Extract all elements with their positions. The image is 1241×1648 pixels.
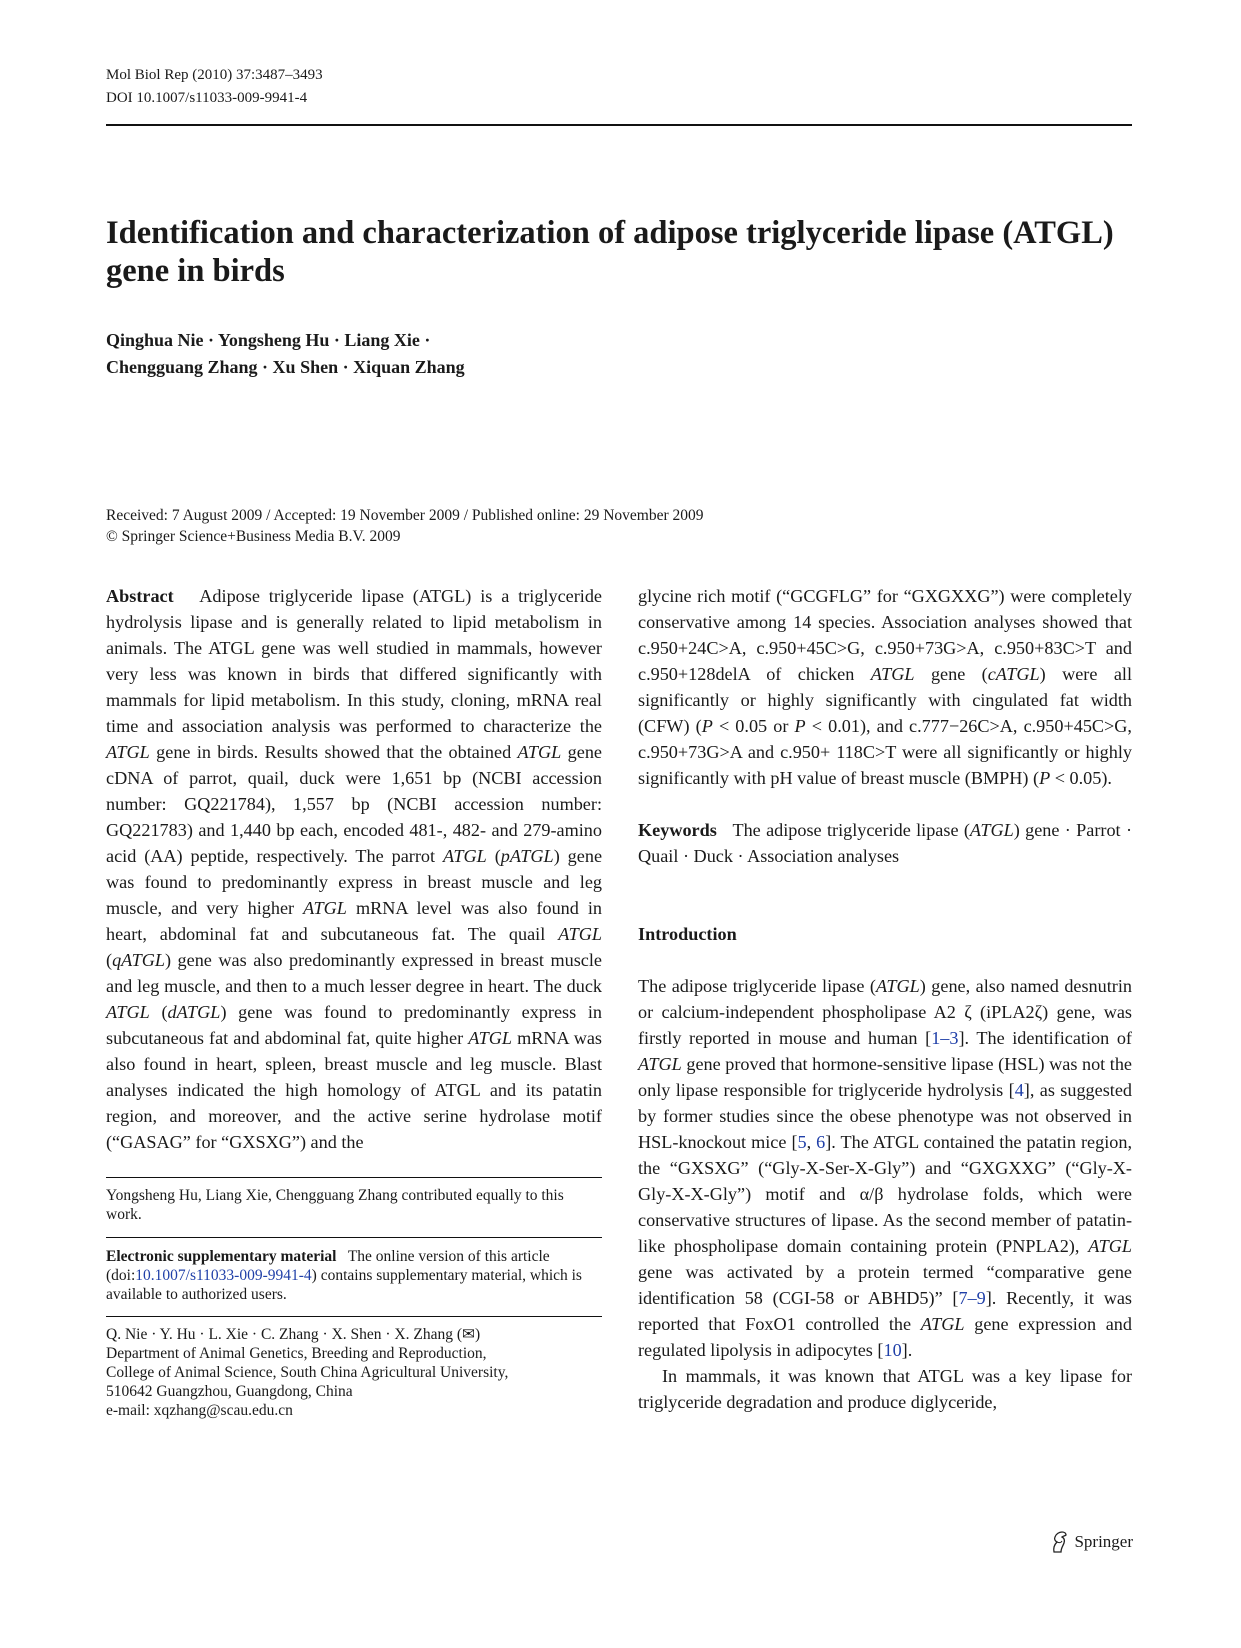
abstract-text: < 0.01), and c.777−26C>A, c.950+45C>G, c.950+73G>A and c.950+ 118C>T were all significantly or highly significantly with pH value of breast muscle (BMPH) ( (638, 716, 1132, 788)
right-column (638, 583, 1132, 1415)
springer-horse-icon (1050, 1531, 1068, 1553)
intro-text: gene expression and regulated lipolysis in adipocytes [ (638, 1314, 1132, 1360)
gene-name: ATGL (1088, 1236, 1132, 1256)
author-list (106, 327, 906, 381)
gene-name: ATGL (969, 820, 1014, 840)
affiliation-note (106, 1325, 602, 1420)
gene-name: pATGL (500, 846, 554, 866)
gene-name: ATGL (870, 664, 915, 684)
abstract-text: gene in birds. Results showed that the obtained (149, 742, 518, 762)
intro-text: gene was activated by a protein termed “comparative gene identification 58 (CGI-58 or ABHD5)” [ (638, 1262, 1132, 1308)
abstract-text: ) gene was also predominantly expressed in breast muscle and leg muscle, and then to a much lesser degree in heart. The duck (106, 950, 602, 996)
gene-name: ATGL (920, 1314, 965, 1334)
citation-link[interactable]: 5 (797, 1132, 807, 1152)
publisher-logo (1050, 1531, 1133, 1553)
abstract-text: ) gene was found to predominantly express in breast muscle and leg muscle, and very higher (106, 846, 603, 918)
equal-contribution-text: Yongsheng Hu, Liang Xie, Chengguang Zhang contributed equally to this work. (106, 1187, 564, 1223)
abstract-text: ( (486, 846, 501, 866)
copyright-line: © Springer Science+Business Media B.V. 2009 (106, 528, 401, 545)
abstract-continued (638, 583, 1132, 791)
intro-paragraph-2: In mammals, it was known that ATGL was a key lipase for triglyceride degradation and produce diglyceride, (638, 1366, 1132, 1412)
abstract-paragraph (106, 583, 602, 1155)
abstract-text: gene cDNA of parrot, quail, duck were 1,651 bp (NCBI accession number: GQ221784), 1,557 bp (NCBI accession number: GQ221783) and 1,440 bp each, encoded 481-, 482- and 279-amino acid (AA) peptide, respectively. The parrot (106, 742, 602, 866)
gene-name: ATGL (517, 742, 562, 762)
introduction-heading: Introduction (638, 924, 737, 944)
abstract-text: ( (149, 1002, 168, 1022)
affiliation-email[interactable]: e-mail: xqzhang@scau.edu.cn (106, 1402, 293, 1419)
doi-line: DOI 10.1007/s11033-009-9941-4 (106, 90, 308, 106)
intro-text: ) gene, also named desnutrin or calcium-independent phospholipase A2 ζ (iPLA2ζ) gene, was firstly reported in mouse and human [ (638, 976, 1133, 1048)
intro-text: ]. (901, 1340, 913, 1360)
abstract-text: Adipose triglyceride lipase (ATGL) is a triglyceride hydrolysis lipase and is generally related to lipid metabolism in animals. The ATGL gene was well studied in mammals, however very less was known in birds that differed significantly with mammals for lipid metabolism. In this study, cloning, mRNA real time and association analysis was performed to characterize the (106, 586, 602, 736)
citation-link[interactable]: 10 (883, 1340, 902, 1360)
intro-text: The adipose triglyceride lipase ( (638, 976, 876, 996)
abstract-text: mRNA was also found in heart, spleen, breast muscle and leg muscle. Blast analyses indicated the high homology of ATGL and its patatin region, and moreover, and the active serine hydrolase motif (“GASAG” for “GXSXG”) and the (106, 1028, 603, 1152)
intro-text: gene proved that hormone-sensitive lipase (HSL) was not the only lipase responsible for triglyceride hydrolysis [ (638, 1054, 1132, 1100)
citation-link[interactable]: 4 (1014, 1080, 1024, 1100)
gene-name: ATGL (558, 924, 602, 944)
esm-doi-link[interactable]: 10.1007/s11033-009-9941-4 (135, 1267, 312, 1284)
header-rule (106, 124, 1132, 126)
intro-text: ], as suggested by former studies since the obese phenotype was not observed in HSL-knockout mice [ (638, 1080, 1132, 1152)
abstract-text: glycine rich motif (“GCGFLG” for “GXGXXG”) were completely conservative among 14 species. Association analyses showed that c.950+24C>A, c.950+45C>G, c.950+73G>A, c.950+83C>T and c.950+128delA of chicken (638, 586, 1132, 684)
footnote-rule (106, 1316, 602, 1317)
gene-name: qATGL (112, 950, 165, 970)
affiliation-authors: Q. Nie · Y. Hu · L. Xie · C. Zhang · X. Shen · X. Zhang (✉) (106, 1326, 481, 1343)
publication-dates (106, 505, 1132, 547)
keywords-text: ) gene · Parrot · Quail · Duck · Association analyses (638, 820, 1132, 866)
equal-contribution-note (106, 1186, 602, 1224)
journal-citation: Mol Biol Rep (2010) 37:3487–3493 (106, 67, 323, 83)
affiliation-line: 510642 Guangzhou, Guangdong, China (106, 1383, 353, 1400)
abstract-heading: Abstract (106, 586, 174, 606)
gene-name: ATGL (106, 1002, 150, 1022)
intro-text: , (806, 1132, 817, 1152)
esm-text-a: The online version of this article (doi: (106, 1248, 550, 1284)
gene-name: cATGL (987, 664, 1040, 684)
dates-line: Received: 7 August 2009 / Accepted: 19 November 2009 / Published online: 29 November 2009 (106, 507, 704, 524)
p-symbol: P (794, 716, 806, 736)
abstract-text: ) gene was found to predominantly express in subcutaneous fat and abdominal fat, quite higher (106, 1002, 603, 1048)
p-symbol: P (701, 716, 713, 736)
esm-heading: Electronic supplementary material (106, 1248, 337, 1265)
gene-name: ATGL (106, 742, 150, 762)
citation-link[interactable]: 7–9 (958, 1288, 986, 1308)
authors-line-1: Qinghua Nie · Yongsheng Hu · Liang Xie · (106, 330, 431, 350)
keywords-text: The adipose triglyceride lipase ( (732, 820, 970, 840)
paper-title: Identification and characterization of adipose triglyceride lipase (ATGL) gene in birds (106, 215, 1114, 289)
keywords-paragraph (638, 817, 1132, 869)
keywords-heading: Keywords (638, 820, 717, 840)
gene-name: ATGL (468, 1028, 513, 1048)
gene-name: ATGL (442, 846, 487, 866)
abstract-text: ( (106, 950, 113, 970)
left-column (106, 583, 602, 1155)
publisher-name: Springer (1074, 1532, 1133, 1551)
affiliation-line: College of Animal Science, South China Agricultural University, (106, 1364, 509, 1381)
affiliation-line: Department of Animal Genetics, Breeding and Reproduction, (106, 1345, 487, 1362)
intro-text: ]. The identification of (958, 1028, 1132, 1048)
abstract-text: ) were all significantly or highly significantly with cingulated fat width (CFW) ( (638, 664, 1132, 736)
intro-paragraph-1 (638, 973, 1132, 1363)
gene-name: ATGL (303, 898, 347, 918)
intro-text: ]. The ATGL contained the patatin region, the “GXSXG” (“Gly-X-Ser-X-Gly”) and “GXGXXG” (“Gly-X-Gly-X-X-Gly”) motif and α/β hydrolase folds, which were conservative structures of lipase. As the second member of patatin-like phospholipase domain containing protein (PNPLA2), (638, 1132, 1133, 1256)
abstract-text: < 0.05). (1050, 768, 1112, 788)
abstract-text: < 0.05 or (712, 716, 795, 736)
citation-link[interactable]: 1–3 (931, 1028, 959, 1048)
intro-text: ]. Recently, it was reported that FoxO1 controlled the (638, 1288, 1132, 1334)
journal-header (106, 64, 323, 110)
gene-name: ATGL (875, 976, 920, 996)
esm-note (106, 1247, 602, 1304)
footnote-rule (106, 1177, 602, 1178)
gene-name: ATGL (638, 1054, 682, 1074)
esm-text-b: ) contains supplementary material, which is available to authorized users. (106, 1267, 582, 1303)
citation-link[interactable]: 6 (816, 1132, 826, 1152)
abstract-text: gene ( (914, 664, 988, 684)
abstract-text: mRNA level was also found in heart, abdominal fat and subcutaneous fat. The quail (106, 898, 602, 944)
esm-text (106, 1247, 602, 1304)
authors-line-2: Chengguang Zhang · Xu Shen · Xiquan Zhang (106, 357, 465, 377)
gene-name: dATGL (167, 1002, 221, 1022)
footnote-rule (106, 1237, 602, 1238)
p-symbol: P (1039, 768, 1051, 788)
